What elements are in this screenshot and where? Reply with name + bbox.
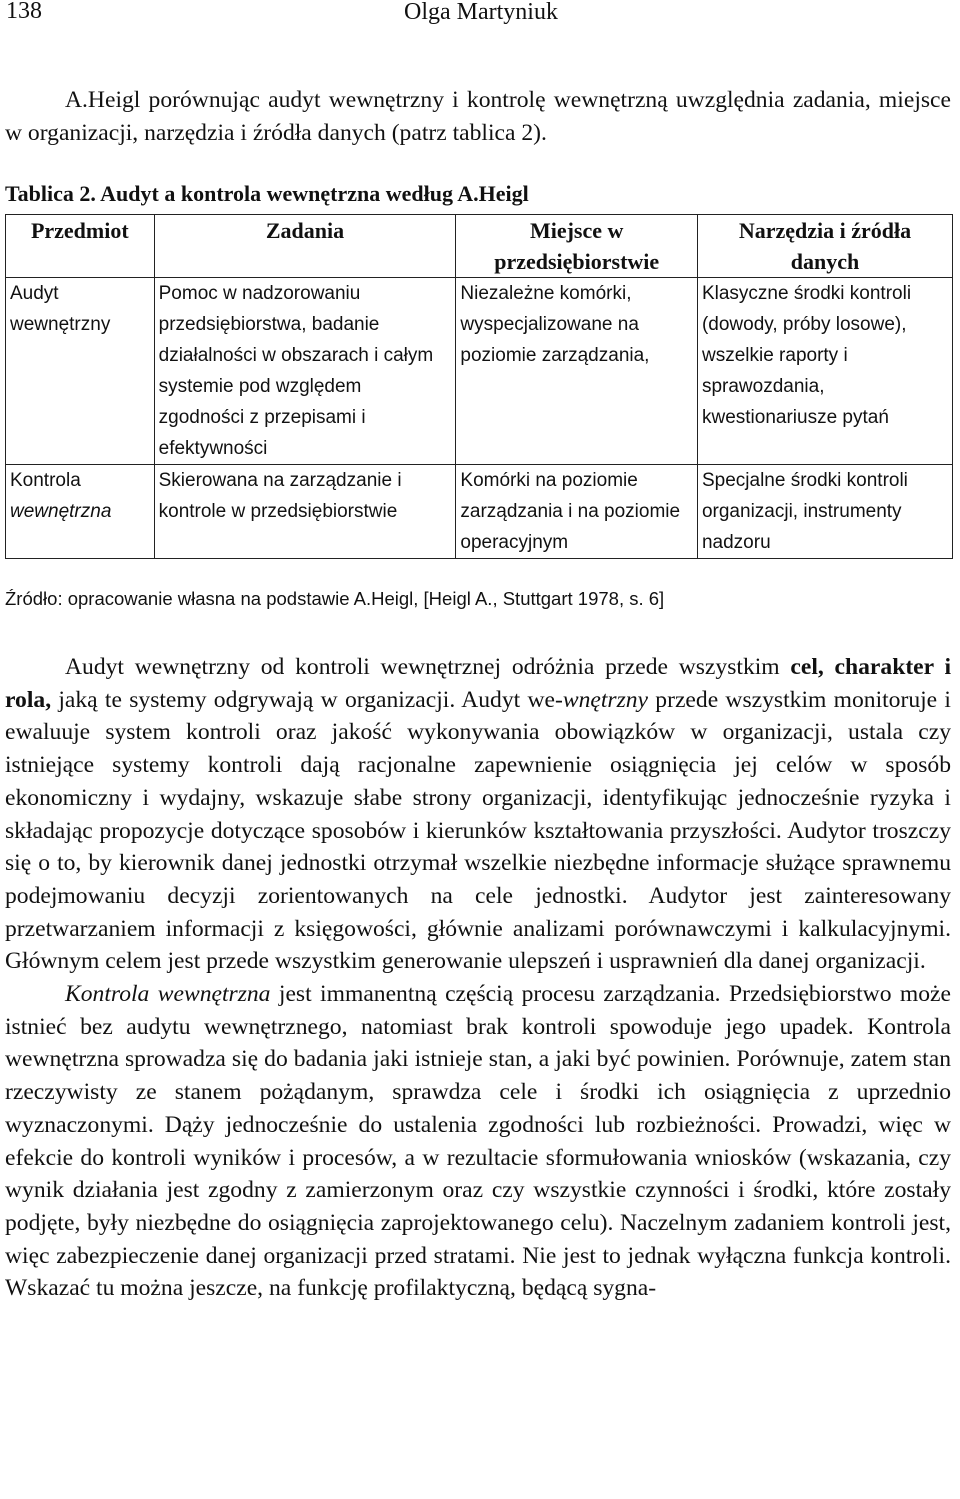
p1-italic-term: wnętrzny — [562, 686, 649, 713]
row-tools: Klasyczne środki kontroli (dowody, próby losowe), wszelkie raporty i sprawozdania, kwestionariusze pytań — [697, 278, 952, 465]
header-tasks: Zadania — [154, 215, 456, 278]
table-source: Źródło: opracowanie własna na podstawie A.Heigl, [Heigl A., Stuttgart 1978, s. 6] — [5, 588, 665, 609]
intro-paragraph: A.Heigl porównując audyt wewnętrzny i kontrolę wewnętrzną uwzględnia zadania, miejsce w organizacji, narzędzia i źródła danych (patrz tablica 2). — [5, 87, 951, 146]
table-row — [6, 465, 953, 559]
header-place: Miejsce w przedsiębiorstwie — [456, 215, 698, 278]
table-header-row — [6, 215, 953, 278]
header-tools: Narzędzia i źródła danych — [697, 215, 952, 278]
comparison-table — [5, 214, 953, 559]
header-subject: Przedmiot — [6, 215, 155, 278]
p1-text-c: przede wszystkim monitoruje i ewaluuje system kontroli oraz jakość wykonywania obowiązków w organizacji, ustala czy istniejące systemy kontroli dają racjonalne zapewnienie osiągnięcia jej celów w sposób ekonomiczny i wydajny, wskazuje słabe strony organizacji, identyfikując jednocześnie ryzyka i składając propozycje dotyczące sposobów i kierunków kształtowania przyszłości. Audytor troszczy się o to, by kierownik danej jednostki otrzymał wszelkie niezbędne informacje służące sprawnemu podejmowaniu decyzji zorientowanych na cele jednostki. Audytor jest zainteresowany przetwarzaniem informacji z księgowości, głównie analizami porównawczymi i kalkulacyjnymi. Głównym celem jest przede wszystkim generowanie ulepszeń i usprawnień dla danej organizacji. — [5, 686, 951, 975]
row-place: Komórki na poziomie zarządzania i na poziomie operacyjnym — [456, 465, 698, 559]
row-tools: Specjalne środki kontroli organizacji, instrumenty nadzoru — [697, 465, 952, 559]
row-subject — [6, 278, 155, 465]
row-subject — [6, 465, 155, 559]
row-subject-suffix: wewnętrzna — [10, 501, 112, 522]
row-tasks: Skierowana na zarządzanie i kontrole w przedsiębiorstwie — [154, 465, 456, 559]
body-text — [5, 651, 951, 1305]
p2-italic-term: Kontrola wewnętrzna — [65, 981, 271, 1008]
page-header — [0, 0, 960, 32]
row-subject-prefix: Kontrola — [10, 470, 81, 491]
page-number: 138 — [6, 0, 42, 24]
p1-text-b: jaką te systemy odgrywają w organizacji. Audyt we- — [58, 686, 563, 713]
row-place: Niezależne komórki, wyspecjalizowane na poziomie zarządzania, — [456, 278, 698, 465]
table-row — [6, 278, 953, 465]
table-caption: Tablica 2. Audyt a kontrola wewnętrzna według A.Heigl — [5, 181, 529, 206]
p1-bold-phrase: cel, charakter i rola, — [5, 654, 951, 713]
body-paragraph-2 — [5, 978, 951, 1305]
body-paragraph-1 — [5, 651, 951, 978]
p1-text-a: Audyt wewnętrzny od kontroli wewnętrznej odróżnia przede wszystkim — [65, 654, 780, 680]
row-tasks: Pomoc w nadzorowaniu przedsiębiorstwa, badanie działalności w obszarach i całym systemie pod względem zgodności z przepisami i efektywności — [154, 278, 456, 465]
p2-text: jest immanentną częścią procesu zarządzania. Przedsiębiorstwo może istnieć bez audytu wewnętrznego, natomiast brak kontroli spowoduje jego upadek. Kontrola wewnętrzna sprowadza się do badania jaki istnieje stan, a jaki być powinien. Porównuje, zatem stan rzeczywisty ze stanem pożądanym, sprawdza cele i środki ich osiągnięcia z uprzednio wyznaczonymi. Dąży jednocześnie do ustalenia zgodności lub rozbieżności. Prowadzi, więc w efekcie do kontroli wyników i procesów, a w rezultacie sformułowania wniosków (wskazania, czy wynik działania jest zgodny z zamierzonym oraz czy wszystkie czynności i środki, które zostały podjęte, były niezbędne do osiągnięcia zaprojektowanego celu). Naczelnym zadaniem kontroli jest, więc zabezpieczenie danej organizacji przed stratami. Nie jest to jednak wyłączna funkcja kontroli. Wskazać tu można jeszcze, na funkcję profilaktyczną, będącą sygna- — [5, 981, 951, 1302]
running-head-author: Olga Martyniuk — [404, 0, 558, 25]
row-subject-prefix: Audyt — [10, 283, 59, 304]
row-subject-suffix: wewnętrzny — [10, 314, 111, 335]
